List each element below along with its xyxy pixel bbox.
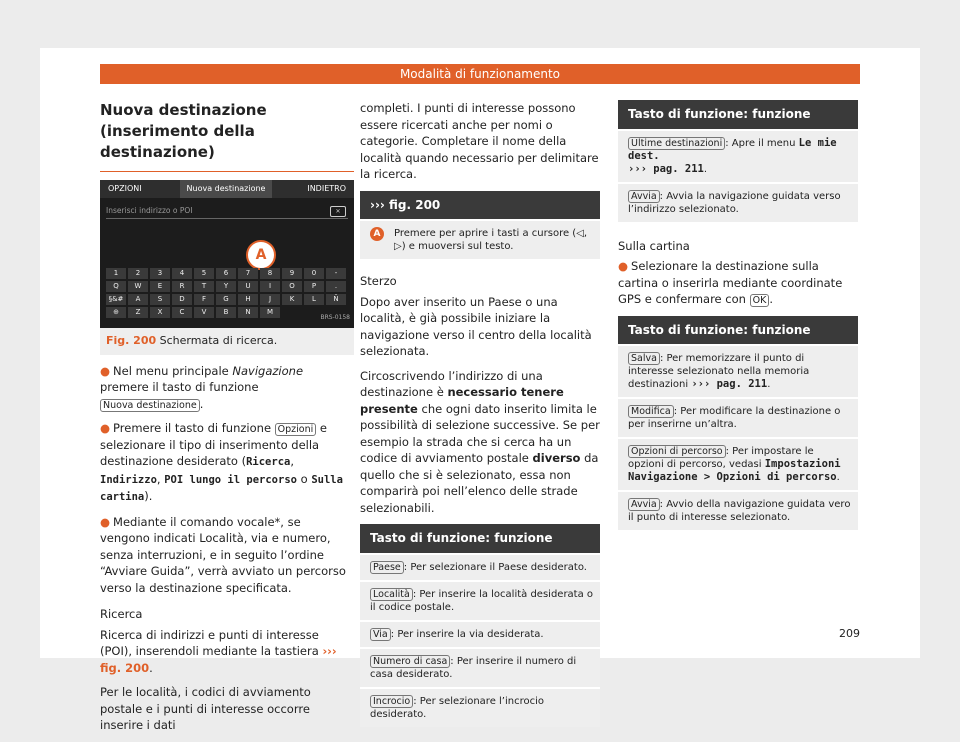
table-row: Ultime destinazioni : Apre il menu Le mie dest. ››› pag. 211. — [618, 129, 858, 182]
column-2 — [360, 100, 600, 737]
function-table-header: Tasto di funzione: funzione — [360, 524, 600, 553]
keyboard-key: J — [260, 294, 280, 305]
screen-tab-options: OPZIONI — [108, 184, 142, 193]
keyboard-row — [106, 307, 348, 318]
table-row: Località : Per inserire la località desiderata o il codice postale. — [360, 580, 600, 620]
marker-a: A — [246, 240, 276, 270]
keyboard-key: Z — [128, 307, 148, 318]
keyboard-key: §&# — [106, 294, 126, 305]
cartina-bullet: ● Selezionare la destinazione sulla cartina o inserirla mediante coordinate GPS e confermare con OK . — [618, 259, 843, 306]
table-row: Salva : Per memorizzare il punto di interesse selezionato nella memoria destinazioni ››› pag. 211. — [618, 344, 858, 397]
start-button: Avvia — [628, 498, 660, 511]
keyboard-key: D — [172, 294, 192, 305]
keyboard-key: Ñ — [326, 294, 346, 305]
keyboard-key: A — [128, 294, 148, 305]
function-key-button: Paese — [370, 561, 404, 574]
screen-placeholder: Inserisci indirizzo o POI — [106, 206, 193, 215]
keyboard-key: Q — [106, 281, 126, 292]
keyboard-key: . — [326, 281, 346, 292]
keyboard-key: S — [150, 294, 170, 305]
keyboard-key: 3 — [150, 268, 170, 279]
ricerca-p2: Per le località, i codici di avviamento postale e i punti di interesse occorre inserire i dati — [100, 685, 311, 732]
table-row: Paese : Per selezionare il Paese desiderato. — [360, 553, 600, 580]
globe-icon: ⊕ — [106, 307, 126, 318]
col2-p1: completi. I punti di interesse possono essere ricercati anche per nomi o categorie. Completare il nome della località quando necessario per delimitare la ricerca. — [360, 101, 599, 181]
keyboard-key: 8 — [260, 268, 280, 279]
keyboard-key: V — [194, 307, 214, 318]
figure-label: Fig. 200 — [106, 334, 157, 347]
route-options-button: Opzioni di percorso — [628, 445, 726, 458]
function-table-3 — [618, 316, 858, 531]
bullet-3: ● Mediante il comando vocale*, se vengono indicati Località, via e numero, senza interruzioni, e in seguito l’ordine “Avviare Guida”, verrà avviato un percorso verso la destinazione specificata. — [100, 514, 346, 595]
figure-code: BRS-0158 — [320, 313, 350, 321]
keyboard-key: 1 — [106, 268, 126, 279]
keyboard-key: O — [282, 281, 302, 292]
new-destination-button: Nuova destinazione — [100, 399, 200, 412]
function-key-button: Incrocio — [370, 695, 413, 708]
keyboard-row — [106, 268, 348, 279]
keyboard-row — [106, 294, 348, 305]
function-table-1 — [360, 524, 600, 727]
section-title: Nuova destinazione (inserimento della destinazione) — [100, 100, 354, 172]
sterzo-p: Dopo aver inserito un Paese o una località, è già possibile iniziare la navigazione verso il centro della località selezionata. — [360, 294, 592, 358]
fig-ref-text: Premere per aprire i tasti a cursore (◁, ▷) e muoversi sul testo. — [394, 228, 588, 252]
ricerca-p1: Ricerca di indirizzi e punti di interesse (POI), inserendoli mediante la tastiera ››› fig. 200. — [100, 627, 337, 675]
table-row: Incrocio : Per selezionare l’incrocio desiderato. — [360, 687, 600, 727]
keyboard-key: 6 — [216, 268, 236, 279]
page — [40, 48, 920, 732]
keyboard-key: Y — [216, 281, 236, 292]
keyboard-key: W — [128, 281, 148, 292]
fig-link[interactable]: ››› fig. 200 — [100, 644, 337, 675]
keyboard-key: - — [326, 268, 346, 279]
keyboard-key: G — [216, 294, 236, 305]
keyboard-key: 9 — [282, 268, 302, 279]
fig-ref-header: ››› fig. 200 — [360, 191, 600, 220]
save-button: Salva — [628, 352, 660, 365]
navigation-screenshot — [100, 180, 354, 328]
recent-destinations-button: Ultime destinazioni — [628, 137, 725, 150]
function-table-2 — [618, 100, 858, 222]
cartina-title: Sulla cartina — [618, 238, 690, 253]
keyboard-key: C — [172, 307, 192, 318]
function-key-button: Località — [370, 588, 413, 601]
table-row: Avvia : Avvio della navigazione guidata vero il punto di interesse selezionato. — [618, 490, 858, 530]
ok-button: OK — [750, 294, 770, 307]
table-row: Numero di casa : Per inserire il numero di casa desiderato. — [360, 647, 600, 687]
function-key-button: Numero di casa — [370, 655, 450, 668]
figure-caption — [100, 328, 354, 355]
start-button: Avvia — [628, 190, 660, 203]
function-table-header: Tasto di funzione: funzione — [618, 100, 858, 129]
table-row: Via : Per inserire la via desiderata. — [360, 620, 600, 647]
keyboard-key: M — [260, 307, 280, 318]
keyboard-key: 7 — [238, 268, 258, 279]
keyboard-key: 0 — [304, 268, 324, 279]
table-row: Avvia : Avvia la navigazione guidata verso l’indirizzo selezionato. — [618, 182, 858, 222]
keyboard-key: E — [150, 281, 170, 292]
col2-p3: Circoscrivendo l’indirizzo di una destinazione è necessario tenere presente che ogni dato inserito limita le possibilità di selezione successive. Se per esempio la strada che si cerca ha un codice di avviamento postale diverso da quello che si è selezionato, essa non comparirà poi nell’elenco delle strade selezionabili. — [360, 368, 600, 515]
keyboard-key: R — [172, 281, 192, 292]
bullet-2: ● Premere il tasto di funzione Opzioni e selezionare il tipo di inserimento della destinazione desiderato (Ricerca, Indirizzo, POI lungo il percorso o Sulla cartina). — [100, 421, 343, 503]
table-row: Modifica : Per modificare la destinazione o per inserirne un’altra. — [618, 397, 858, 437]
figure-caption-text: Schermata di ricerca. — [159, 334, 278, 347]
marker-a-badge: A — [370, 227, 384, 241]
keyboard-key: I — [260, 281, 280, 292]
table-row: Opzioni di percorso : Per impostare le opzioni di percorso, vedasi Impostazioni Navigazione > Opzioni di percorso. — [618, 437, 858, 490]
screen-search-field — [106, 204, 348, 219]
page-number: 209 — [839, 627, 860, 640]
keyboard-key: N — [238, 307, 258, 318]
keyboard-key: T — [194, 281, 214, 292]
function-key-button: Via — [370, 628, 391, 641]
screen-tab-back: INDIETRO — [307, 184, 346, 193]
keyboard-key: 2 — [128, 268, 148, 279]
section-header: Modalità di funzionamento — [100, 64, 860, 84]
keyboard-key: F — [194, 294, 214, 305]
keyboard-key: K — [282, 294, 302, 305]
keyboard-key: 4 — [172, 268, 192, 279]
fig-ref-row — [360, 219, 600, 259]
keyboard-key: P — [304, 281, 324, 292]
screen-tab-new-destination: Nuova destinazione — [180, 180, 272, 198]
options-button: Opzioni — [275, 423, 317, 436]
column-3 — [618, 100, 858, 540]
ricerca-title: Ricerca — [100, 607, 143, 621]
keyboard-key: H — [238, 294, 258, 305]
column-1 — [100, 100, 354, 742]
keyboard-key: X — [150, 307, 170, 318]
keyboard-key: 5 — [194, 268, 214, 279]
keyboard-key: U — [238, 281, 258, 292]
keyboard-key: L — [304, 294, 324, 305]
bullet-1: ● Nel menu principale Navigazione premere il tasto di funzione Nuova destinazione . — [100, 363, 304, 411]
function-table-header: Tasto di funzione: funzione — [618, 316, 858, 345]
screen-keyboard — [106, 268, 348, 320]
modify-button: Modifica — [628, 405, 674, 418]
sterzo-title: Sterzo — [360, 274, 397, 288]
keyboard-row — [106, 281, 348, 292]
keyboard-key: B — [216, 307, 236, 318]
backspace-icon: ✕ — [330, 206, 346, 217]
fig-ref-table — [360, 191, 600, 260]
